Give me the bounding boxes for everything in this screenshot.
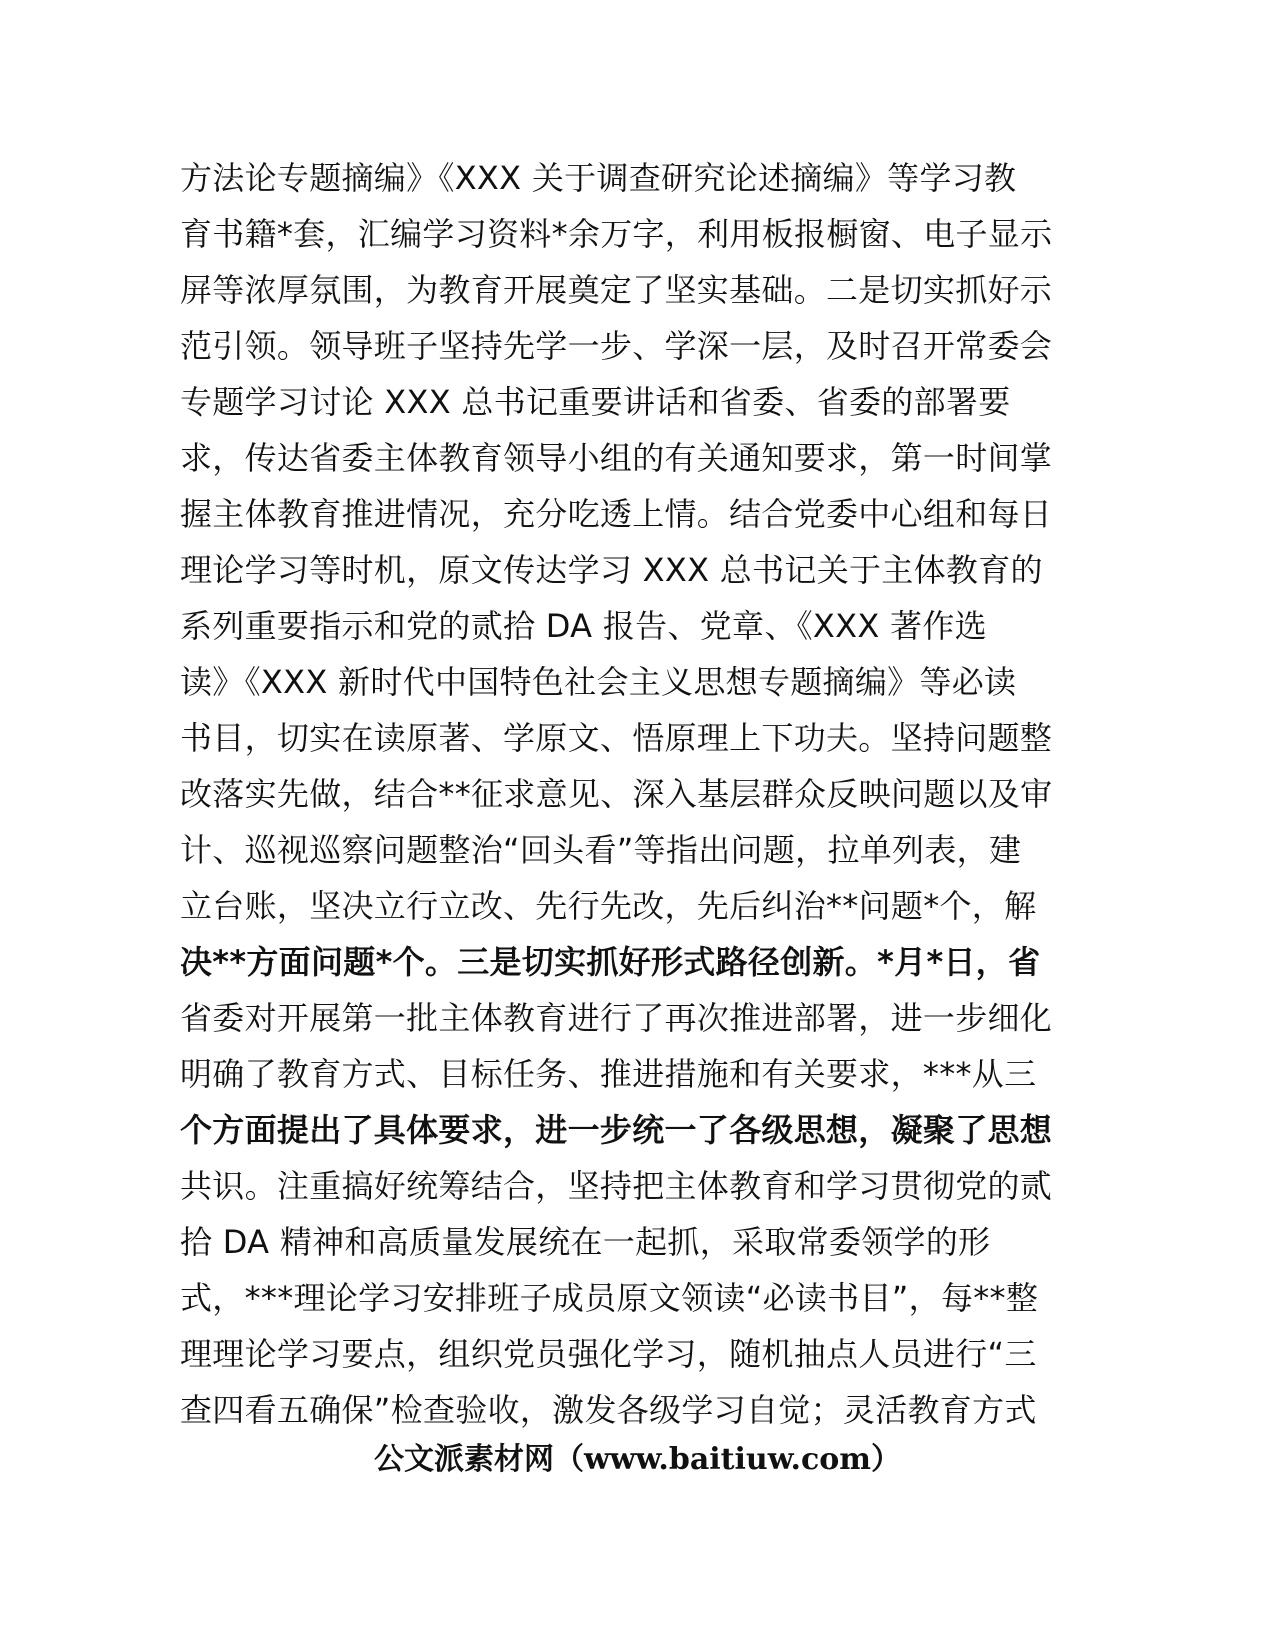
text-line: 读》《XXX 新时代中国特色社会主义思想专题摘编》等必读 (180, 663, 1017, 701)
document-body (180, 150, 1053, 1438)
text-line: 省委对开展第一批主体教育进行了再次推进部署，进一步细化 (180, 999, 1053, 1037)
text-line: 拾 DA 精神和高质量发展统在一起抓，采取常委领学的形 (180, 1223, 991, 1261)
text-line: 计、巡视巡察问题整治“回头看”等指出问题，拉单列表，建 (180, 831, 1022, 869)
text-line: 育书籍*套，汇编学习资料*余万字，利用板报橱窗、电子显示 (180, 215, 1053, 253)
text-line: 系列重要指示和党的贰拾 DA 报告、党章、《XXX 著作选 (180, 607, 987, 645)
text-line: 书目，切实在读原著、学原文、悟原理上下功夫。坚持问题整 (180, 719, 1053, 757)
text-line: 专题学习讨论 XXX 总书记重要讲话和省委、省委的部署要 (180, 383, 1011, 421)
text-line: 式，***理论学习安排班子成员原文领读“必读书目”，每**整 (180, 1279, 1039, 1317)
text-line: 屏等浓厚氛围，为教育开展奠定了坚实基础。二是切实抓好示 (180, 271, 1053, 309)
text-line: 查四看五确保”检查验收，激发各级学习自觉；灵活教育方式 (180, 1391, 1037, 1429)
text-line: 范引领。领导班子坚持先学一步、学深一层，及时召开常委会 (180, 327, 1053, 365)
text-line: 决**方面问题*个。三是切实抓好形式路径创新。*月*日，省 (180, 943, 1041, 981)
footer-watermark: 公文派素材网（www.baitiuw.com） (373, 1442, 902, 1477)
text-line: 改落实先做，结合**征求意见、深入基层群众反映问题以及审 (180, 775, 1053, 813)
text-line: 求，传达省委主体教育领导小组的有关通知要求，第一时间掌 (180, 439, 1053, 477)
text-line: 理理论学习要点，组织党员强化学习，随机抽点人员进行“三 (180, 1335, 1037, 1373)
text-line: 理论学习等时机，原文传达学习 XXX 总书记关于主体教育的 (180, 551, 1043, 589)
text-line: 方法论专题摘编》《XXX 关于调查研究论述摘编》等学习教 (180, 159, 1017, 197)
text-line: 明确了教育方式、目标任务、推进措施和有关要求，***从三 (180, 1055, 1037, 1093)
text-line: 立台账，坚决立行立改、先行先改，先后纠治**问题*个，解 (180, 887, 1037, 925)
text-line: 握主体教育推进情况，充分吃透上情。结合党委中心组和每日 (180, 495, 1053, 533)
text-line: 个方面提出了具体要求，进一步统一了各级思想，凝聚了思想 (180, 1111, 1053, 1149)
text-line: 共识。注重搞好统筹结合，坚持把主体教育和学习贯彻党的贰 (180, 1167, 1053, 1205)
